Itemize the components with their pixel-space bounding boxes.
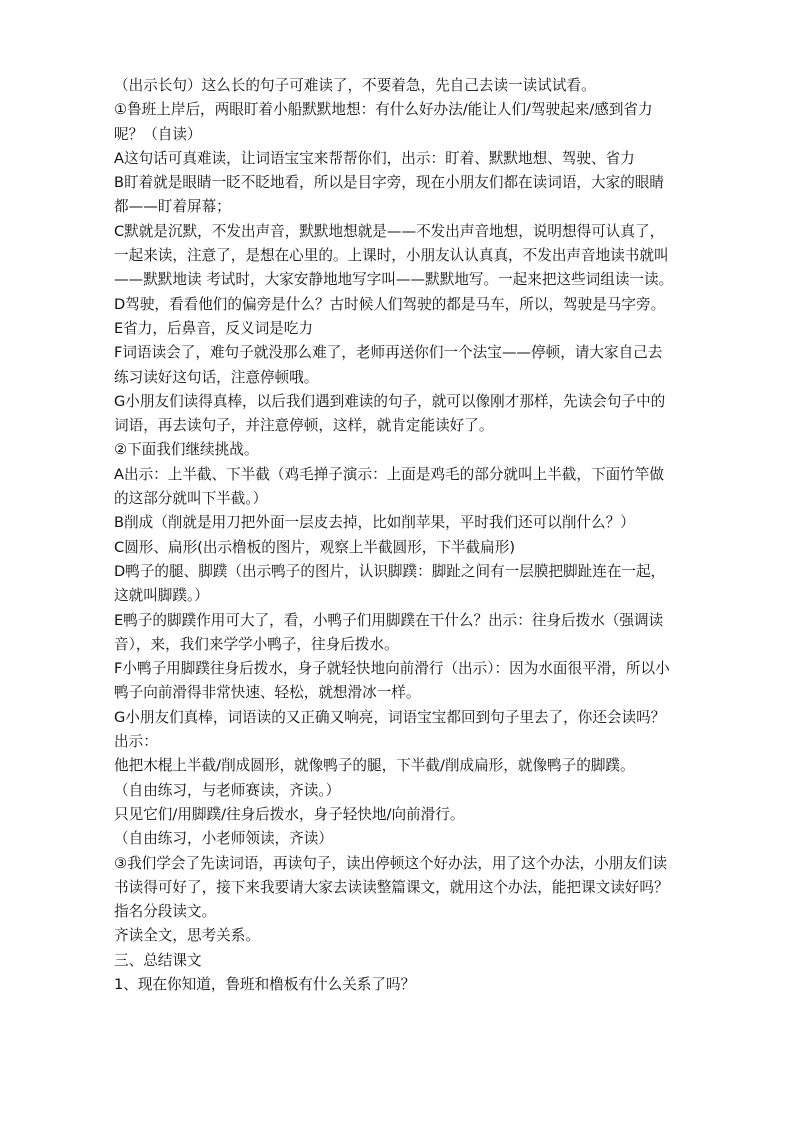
text-line: 这就叫脚蹼。）: [114, 587, 209, 605]
text-line: 他把木棍上半截/削成圆形，就像鸭子的腿，下半截/削成扁形，就像鸭子的脚蹼。: [114, 757, 635, 775]
text-line: 齐读全文，思考关系。: [114, 927, 260, 945]
text-line: 出示：: [114, 733, 158, 751]
text-line: 词语，再去读句子，并注意停顿，这样，就肯定能读好了。: [114, 417, 494, 435]
text-line: 只见它们/用脚蹼/往身后拨水，身子轻快地/向前滑行。: [114, 805, 465, 823]
section-heading: 三、总结课文: [114, 951, 202, 969]
text-line: （出示长句）这么长的句子可难读了，不要着急，先自己去读一读试试看。: [114, 77, 596, 94]
text-line: G小朋友们真棒，词语读的又正确又响亮，词语宝宝都回到句子里去了，你还会读吗？: [114, 708, 666, 726]
document-body: [114, 74, 724, 997]
text-line: ——默默地读 考试时，大家安静地地写字叫——默默地写。一起来把这些词组读一读。: [114, 271, 674, 289]
text-line: 1、现在你知道，鲁班和橹板有什么关系了吗？: [114, 975, 416, 993]
text-line: （自由练习，小老师领读，齐读）: [114, 830, 333, 848]
text-line: C默就是沉默，不发出声音，默默地想就是——不发出声音地想，说明想得可认真了，: [114, 222, 665, 240]
text-line: 书读得可好了，接下来我要请大家去读读整篇课文，就用这个办法，能把课文读好吗？: [114, 878, 669, 896]
text-line: B削成（削就是用刀把外面一层皮去掉，比如削苹果，平时我们还可以削什么？）: [114, 514, 635, 532]
text-line: 都——盯着屏幕；: [114, 198, 231, 216]
text-line: C圆形、扁形(出示橹板的图片，观察上半截圆形，下半截扁形): [114, 538, 516, 556]
text-line: 练习读好这句话，注意停顿哦。: [114, 368, 319, 386]
text-line: ①鲁班上岸后，两眼盯着小船默默地想：有什么好办法/能让人们/驾驶起来/感到省力: [114, 101, 653, 119]
text-line: G小朋友们读得真棒，以后我们遇到难读的句子，就可以像刚才那样，先读会句子中的: [114, 392, 666, 410]
text-line: 指名分段读文。: [114, 903, 217, 921]
text-line: E鸭子的脚蹼作用可大了，看，小鸭子们用脚蹼在干什么？出示：往身后拨水（强调读: [114, 611, 664, 629]
text-line: D驾驶，看看他们的偏旁是什么？古时候人们驾驶的都是马车，所以，驾驶是马字旁。: [114, 295, 666, 313]
text-line: 一起来读，注意了，是想在心里的。上课时，小朋友认认真真，不发出声音地读书就叫: [114, 247, 669, 265]
text-line: 音），来，我们来学学小鸭子，往身后拨水。: [114, 635, 399, 653]
text-line: A出示：上半截、下半截（鸡毛掸子演示：上面是鸡毛的部分就叫上半截，下面竹竿做: [114, 465, 664, 483]
text-line: 鸭子向前滑得非常快速、轻松，就想滑冰一样。: [114, 684, 421, 702]
text-line: F小鸭子用脚蹼往身后拨水，身子就轻快地向前滑行（出示）：因为水面很平滑，所以小: [114, 660, 670, 678]
text-line: 的这部分就叫下半截。）: [114, 490, 268, 508]
text-line: E省力，后鼻音，反义词是吃力: [114, 319, 313, 337]
text-line: ②下面我们继续挑战。: [114, 441, 259, 459]
text-line: B盯着就是眼睛一眨不眨地看，所以是目字旁，现在小朋友们都在读词语，大家的眼睛: [114, 174, 664, 192]
text-line: （自由练习，与老师赛读，齐读。）: [114, 781, 341, 799]
text-line: A这句话可真难读，让词语宝宝来帮帮你们，出示：盯着、默默地想、驾驶、省力: [114, 149, 635, 167]
text-line: F词语读会了，难句子就没那么难了，老师再送你们一个法宝——停顿，请大家自己去: [114, 344, 663, 362]
text-line: D鸭子的腿、脚蹼（出示鸭子的图片，认识脚蹼：脚趾之间有一层膜把脚趾连在一起，: [114, 562, 666, 580]
text-line: 呢？（自读）: [114, 125, 202, 143]
text-line: ③我们学会了先读词语，再读句子，读出停顿这个好办法，用了这个办法，小朋友们读: [114, 854, 668, 872]
